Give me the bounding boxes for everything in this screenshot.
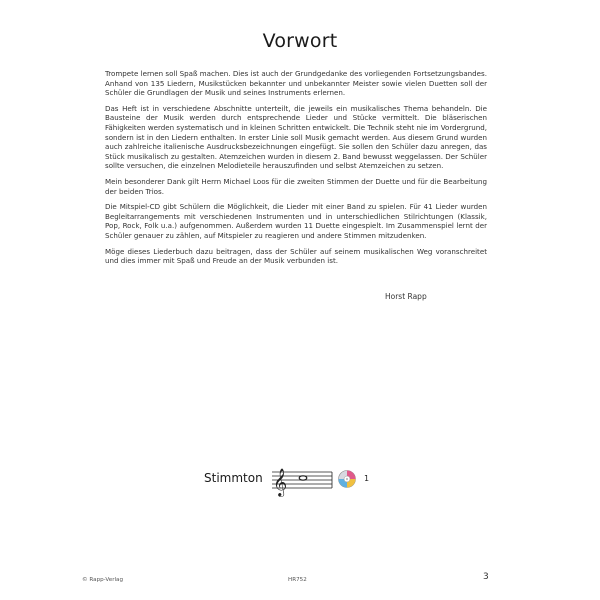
paragraph: Trompete lernen soll Spaß machen. Dies ist auch der Grundgedanke des vorliegenden Fortsetzungsbandes. Anhand von 135 Liedern, Musikstücken bekannter und unbekannter Meister sowie vielen Duetten soll der Schüler die Grundlagen der Musik und seines Instruments erlernen. bbox=[105, 69, 487, 98]
author-signature: Horst Rapp bbox=[385, 292, 427, 301]
paragraph: Mein besonderer Dank gilt Herrn Michael Loos für die zweiten Stimmen der Duette und für die Bearbeitung der beiden Trios. bbox=[105, 176, 487, 196]
page-number: 3 bbox=[483, 572, 489, 582]
music-staff-icon bbox=[272, 463, 334, 497]
paragraph: Das Heft ist in verschiedene Abschnitte unterteilt, die jeweils ein musikalisches Thema behandeln. Die Bausteine der Musik werden durch entsprechende Lieder und Stücke vermittelt. Die bläserischen Fähigkeiten werden systematisch und in kleinen Schritten entwickelt. Die Technik steht nie im Vordergrund, sondern ist in den Liedern enthalten. In erster Linie soll Musik gemacht werden. Aus diesem Grund wurden auch zahlreiche italienische Ausdrucksbezeichnungen eingefügt. Sie sollen den Schüler dazu anregen, das Stück musikalisch zu gestalten. Atemzeichen wurden in diesem 2. Band bewusst weggelassen. Der Schüler sollte versuchen, die einzelnen Melodieteile herauszufinden und selbst Atemzeichen zu setzen. bbox=[105, 103, 487, 171]
stimmton-label: Stimmton bbox=[204, 471, 263, 485]
footer-publisher: © Rapp-Verlag bbox=[82, 577, 124, 583]
page-title: Vorwort bbox=[262, 30, 338, 52]
track-number: 1 bbox=[364, 474, 370, 483]
body-text bbox=[105, 69, 487, 272]
footer-code: HR752 bbox=[288, 577, 307, 583]
paragraph: Möge dieses Liederbuch dazu beitragen, dass der Schüler auf seinem musikalischen Weg voranschreitet und dies immer mit Spaß und Freude an der Musik verbunden ist. bbox=[105, 246, 487, 266]
svg-text:𝄞: 𝄞 bbox=[273, 468, 288, 496]
cd-icon bbox=[337, 469, 357, 489]
paragraph: Die Mitspiel-CD gibt Schülern die Möglichkeit, die Lieder mit einer Band zu spielen. Für 41 Lieder wurden Begleitarrangements mit verschiedenen Instrumenten und in unterschiedlichen Stilrichtungen (Klassik, Pop, Rock, Folk u.a.) aufgenommen. Außerdem wurden 11 Duette eingespielt. Im Zusammenspiel lernt der Schüler genauer zu zählen, auf Mitspieler zu reagieren und andere Stimmen mitzudenken. bbox=[105, 202, 487, 240]
